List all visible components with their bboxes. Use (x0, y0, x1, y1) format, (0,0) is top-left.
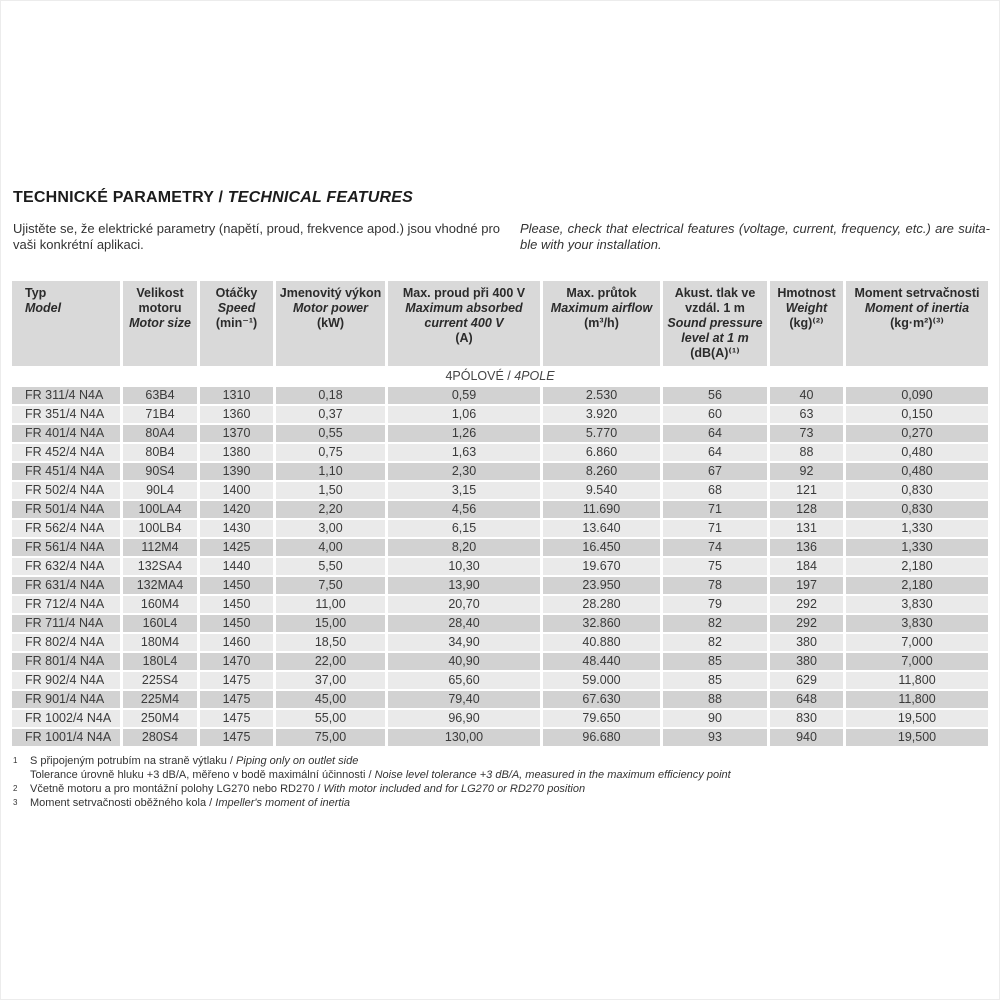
model-cell: FR 501/4 N4A (12, 501, 120, 518)
value-cell: 2,30 (388, 463, 540, 480)
value-cell: 85 (663, 672, 767, 689)
table-row (12, 425, 988, 442)
value-cell: 1475 (200, 672, 273, 689)
value-cell: 1390 (200, 463, 273, 480)
table-header-row (12, 281, 988, 366)
column-header: Max. proud při 400 V Maximum absorbed current 400 V (A) (388, 281, 540, 366)
value-cell: 292 (770, 596, 843, 613)
footnote-marker: 3 (13, 798, 18, 807)
value-cell: 6,15 (388, 520, 540, 537)
column-header: Hmotnost Weight (kg)⁽²⁾ (770, 281, 843, 366)
value-cell: 48.440 (543, 653, 660, 670)
value-cell: 1450 (200, 615, 273, 632)
value-cell: 85 (663, 653, 767, 670)
value-cell: 1,10 (276, 463, 385, 480)
value-cell: 1470 (200, 653, 273, 670)
model-cell: FR 401/4 N4A (12, 425, 120, 442)
value-cell: 28.280 (543, 596, 660, 613)
value-cell: 1450 (200, 596, 273, 613)
spec-table (9, 279, 991, 748)
value-cell: 65,60 (388, 672, 540, 689)
value-cell: 180L4 (123, 653, 197, 670)
value-cell: 40 (770, 387, 843, 404)
value-cell: 2,20 (276, 501, 385, 518)
value-cell: 11,800 (846, 672, 988, 689)
model-cell: FR 711/4 N4A (12, 615, 120, 632)
value-cell: 8.260 (543, 463, 660, 480)
value-cell: 1,330 (846, 539, 988, 556)
column-header: Max. průtok Maximum airflow (m³/h) (543, 281, 660, 366)
footnote (13, 768, 988, 782)
value-cell: 28,40 (388, 615, 540, 632)
value-cell: 71 (663, 520, 767, 537)
model-cell: FR 451/4 N4A (12, 463, 120, 480)
value-cell: 92 (770, 463, 843, 480)
table-row (12, 558, 988, 575)
value-cell: 225S4 (123, 672, 197, 689)
footnotes (13, 754, 988, 810)
value-cell: 56 (663, 387, 767, 404)
column-header: Moment setrvačnosti Moment of inertia (kg·m²)⁽³⁾ (846, 281, 988, 366)
value-cell: 19.670 (543, 558, 660, 575)
section-separator: / (503, 369, 515, 383)
footnote-english: Piping only on outlet side (236, 755, 359, 767)
section-row (12, 368, 988, 385)
footnote (13, 782, 988, 796)
value-cell: 96,90 (388, 710, 540, 727)
value-cell: 0,150 (846, 406, 988, 423)
value-cell: 11,00 (276, 596, 385, 613)
value-cell: 82 (663, 615, 767, 632)
value-cell: 73 (770, 425, 843, 442)
value-cell: 19,500 (846, 729, 988, 746)
value-cell: 67 (663, 463, 767, 480)
footnote-czech: S připojeným potrubím na straně výtlaku / (30, 755, 237, 767)
value-cell: 0,55 (276, 425, 385, 442)
table-row (12, 387, 988, 404)
value-cell: 18,50 (276, 634, 385, 651)
model-cell: FR 561/4 N4A (12, 539, 120, 556)
value-cell: 1460 (200, 634, 273, 651)
value-cell: 80A4 (123, 425, 197, 442)
value-cell: 90 (663, 710, 767, 727)
value-cell: 1420 (200, 501, 273, 518)
intro-czech: Ujistěte se, že elektrické parametry (napětí, proud, frekvence apod.) jsou vhodné pro vaši konkrétní aplikaci. (13, 221, 501, 252)
section-label (12, 368, 988, 385)
value-cell: 64 (663, 425, 767, 442)
value-cell: 82 (663, 634, 767, 651)
value-cell: 0,830 (846, 482, 988, 499)
value-cell: 32.860 (543, 615, 660, 632)
value-cell: 0,75 (276, 444, 385, 461)
value-cell: 6.860 (543, 444, 660, 461)
value-cell: 15,00 (276, 615, 385, 632)
footnote-czech: Včetně motoru a pro montážní polohy LG270 nebo RD270 / (30, 783, 324, 795)
model-cell: FR 311/4 N4A (12, 387, 120, 404)
value-cell: 5.770 (543, 425, 660, 442)
footnote-english: Impeller's moment of inertia (215, 797, 351, 809)
model-cell: FR 712/4 N4A (12, 596, 120, 613)
value-cell: 0,090 (846, 387, 988, 404)
table-row (12, 539, 988, 556)
value-cell: 1360 (200, 406, 273, 423)
title-english: TECHNICAL FEATURES (227, 189, 414, 206)
table-row (12, 482, 988, 499)
value-cell: 1400 (200, 482, 273, 499)
table-row (12, 691, 988, 708)
value-cell: 132MA4 (123, 577, 197, 594)
value-cell: 132SA4 (123, 558, 197, 575)
footnote-czech: Tolerance úrovně hluku +3 dB/A, měřeno v bodě maximální účinnosti / (30, 769, 375, 781)
model-cell: FR 1002/4 N4A (12, 710, 120, 727)
model-cell: FR 502/4 N4A (12, 482, 120, 499)
value-cell: 1380 (200, 444, 273, 461)
value-cell: 1,63 (388, 444, 540, 461)
value-cell: 79 (663, 596, 767, 613)
value-cell: 8,20 (388, 539, 540, 556)
value-cell: 23.950 (543, 577, 660, 594)
table-row (12, 710, 988, 727)
model-cell: FR 802/4 N4A (12, 634, 120, 651)
value-cell: 55,00 (276, 710, 385, 727)
column-header: Velikost motoru Motor size (123, 281, 197, 366)
value-cell: 184 (770, 558, 843, 575)
table-row (12, 615, 988, 632)
value-cell: 11.690 (543, 501, 660, 518)
value-cell: 7,000 (846, 653, 988, 670)
value-cell: 1,06 (388, 406, 540, 423)
value-cell: 5,50 (276, 558, 385, 575)
value-cell: 10,30 (388, 558, 540, 575)
table-row (12, 653, 988, 670)
value-cell: 1450 (200, 577, 273, 594)
value-cell: 2,180 (846, 577, 988, 594)
value-cell: 180M4 (123, 634, 197, 651)
value-cell: 79.650 (543, 710, 660, 727)
value-cell: 2.530 (543, 387, 660, 404)
model-cell: FR 1001/4 N4A (12, 729, 120, 746)
footnote-czech: Moment setrvačnosti oběžného kola / (30, 797, 216, 809)
value-cell: 160M4 (123, 596, 197, 613)
model-cell: FR 902/4 N4A (12, 672, 120, 689)
model-cell: FR 632/4 N4A (12, 558, 120, 575)
intro-english: Please, check that electrical features (voltage, current, frequency, etc.) are suitable with your installation. (520, 221, 990, 252)
value-cell: 830 (770, 710, 843, 727)
footnote (13, 754, 988, 768)
table-row (12, 463, 988, 480)
page-title (13, 189, 413, 207)
value-cell: 1310 (200, 387, 273, 404)
column-header: Otáčky Speed (min⁻¹) (200, 281, 273, 366)
value-cell: 160L4 (123, 615, 197, 632)
value-cell: 292 (770, 615, 843, 632)
value-cell: 22,00 (276, 653, 385, 670)
model-cell: FR 351/4 N4A (12, 406, 120, 423)
value-cell: 112M4 (123, 539, 197, 556)
table-row (12, 501, 988, 518)
value-cell: 90L4 (123, 482, 197, 499)
value-cell: 250M4 (123, 710, 197, 727)
value-cell: 4,00 (276, 539, 385, 556)
value-cell: 380 (770, 634, 843, 651)
value-cell: 131 (770, 520, 843, 537)
value-cell: 88 (663, 691, 767, 708)
value-cell: 1,330 (846, 520, 988, 537)
value-cell: 1475 (200, 729, 273, 746)
value-cell: 63 (770, 406, 843, 423)
value-cell: 1430 (200, 520, 273, 537)
footnote (13, 796, 988, 810)
column-header: Jmenovitý výkon Motor power (kW) (276, 281, 385, 366)
value-cell: 121 (770, 482, 843, 499)
value-cell: 3.920 (543, 406, 660, 423)
value-cell: 1,26 (388, 425, 540, 442)
footnote-english: With motor included and for LG270 or RD270 position (323, 783, 586, 795)
table-row (12, 729, 988, 746)
value-cell: 63B4 (123, 387, 197, 404)
value-cell: 9.540 (543, 482, 660, 499)
value-cell: 11,800 (846, 691, 988, 708)
value-cell: 71 (663, 501, 767, 518)
value-cell: 128 (770, 501, 843, 518)
value-cell: 40.880 (543, 634, 660, 651)
value-cell: 3,830 (846, 615, 988, 632)
title-czech: TECHNICKÉ PARAMETRY (13, 189, 214, 206)
column-header: Akust. tlak ve vzdál. 1 m Sound pressure level at 1 m (dB(A)⁽¹⁾ (663, 281, 767, 366)
value-cell: 20,70 (388, 596, 540, 613)
model-cell: FR 631/4 N4A (12, 577, 120, 594)
section-label-english: 4POLE (514, 369, 555, 383)
value-cell: 225M4 (123, 691, 197, 708)
value-cell: 7,000 (846, 634, 988, 651)
footnote-marker: 2 (13, 784, 18, 793)
value-cell: 2,180 (846, 558, 988, 575)
value-cell: 90S4 (123, 463, 197, 480)
value-cell: 68 (663, 482, 767, 499)
value-cell: 80B4 (123, 444, 197, 461)
model-cell: FR 452/4 N4A (12, 444, 120, 461)
value-cell: 1425 (200, 539, 273, 556)
value-cell: 13,90 (388, 577, 540, 594)
value-cell: 96.680 (543, 729, 660, 746)
footnote-marker: 1 (13, 756, 18, 765)
table-row (12, 444, 988, 461)
model-cell: FR 801/4 N4A (12, 653, 120, 670)
table-row (12, 406, 988, 423)
value-cell: 74 (663, 539, 767, 556)
value-cell: 1475 (200, 710, 273, 727)
value-cell: 1,50 (276, 482, 385, 499)
value-cell: 45,00 (276, 691, 385, 708)
table-row (12, 577, 988, 594)
model-cell: FR 562/4 N4A (12, 520, 120, 537)
value-cell: 0,18 (276, 387, 385, 404)
value-cell: 60 (663, 406, 767, 423)
value-cell: 78 (663, 577, 767, 594)
value-cell: 380 (770, 653, 843, 670)
value-cell: 40,90 (388, 653, 540, 670)
value-cell: 59.000 (543, 672, 660, 689)
value-cell: 71B4 (123, 406, 197, 423)
title-separator: / (213, 189, 228, 206)
value-cell: 197 (770, 577, 843, 594)
value-cell: 0,830 (846, 501, 988, 518)
value-cell: 13.640 (543, 520, 660, 537)
value-cell: 136 (770, 539, 843, 556)
value-cell: 0,480 (846, 444, 988, 461)
value-cell: 3,00 (276, 520, 385, 537)
value-cell: 280S4 (123, 729, 197, 746)
value-cell: 7,50 (276, 577, 385, 594)
value-cell: 100LA4 (123, 501, 197, 518)
table-body (12, 368, 988, 746)
value-cell: 37,00 (276, 672, 385, 689)
footnote-english: Noise level tolerance +3 dB/A, measured in the maximum efficiency point (374, 769, 731, 781)
model-cell: FR 901/4 N4A (12, 691, 120, 708)
value-cell: 4,56 (388, 501, 540, 518)
value-cell: 19,500 (846, 710, 988, 727)
value-cell: 79,40 (388, 691, 540, 708)
table-row (12, 596, 988, 613)
value-cell: 100LB4 (123, 520, 197, 537)
value-cell: 1370 (200, 425, 273, 442)
value-cell: 940 (770, 729, 843, 746)
value-cell: 75,00 (276, 729, 385, 746)
table-row (12, 634, 988, 651)
value-cell: 3,15 (388, 482, 540, 499)
table-row (12, 520, 988, 537)
value-cell: 629 (770, 672, 843, 689)
value-cell: 1475 (200, 691, 273, 708)
value-cell: 130,00 (388, 729, 540, 746)
value-cell: 67.630 (543, 691, 660, 708)
value-cell: 64 (663, 444, 767, 461)
value-cell: 648 (770, 691, 843, 708)
value-cell: 3,830 (846, 596, 988, 613)
value-cell: 0,480 (846, 463, 988, 480)
value-cell: 75 (663, 558, 767, 575)
value-cell: 1440 (200, 558, 273, 575)
value-cell: 0,270 (846, 425, 988, 442)
value-cell: 88 (770, 444, 843, 461)
value-cell: 34,90 (388, 634, 540, 651)
section-label-czech: 4PÓLOVÉ (445, 369, 504, 383)
table-row (12, 672, 988, 689)
value-cell: 0,37 (276, 406, 385, 423)
column-header: Typ Model (12, 281, 120, 366)
value-cell: 16.450 (543, 539, 660, 556)
value-cell: 0,59 (388, 387, 540, 404)
value-cell: 93 (663, 729, 767, 746)
